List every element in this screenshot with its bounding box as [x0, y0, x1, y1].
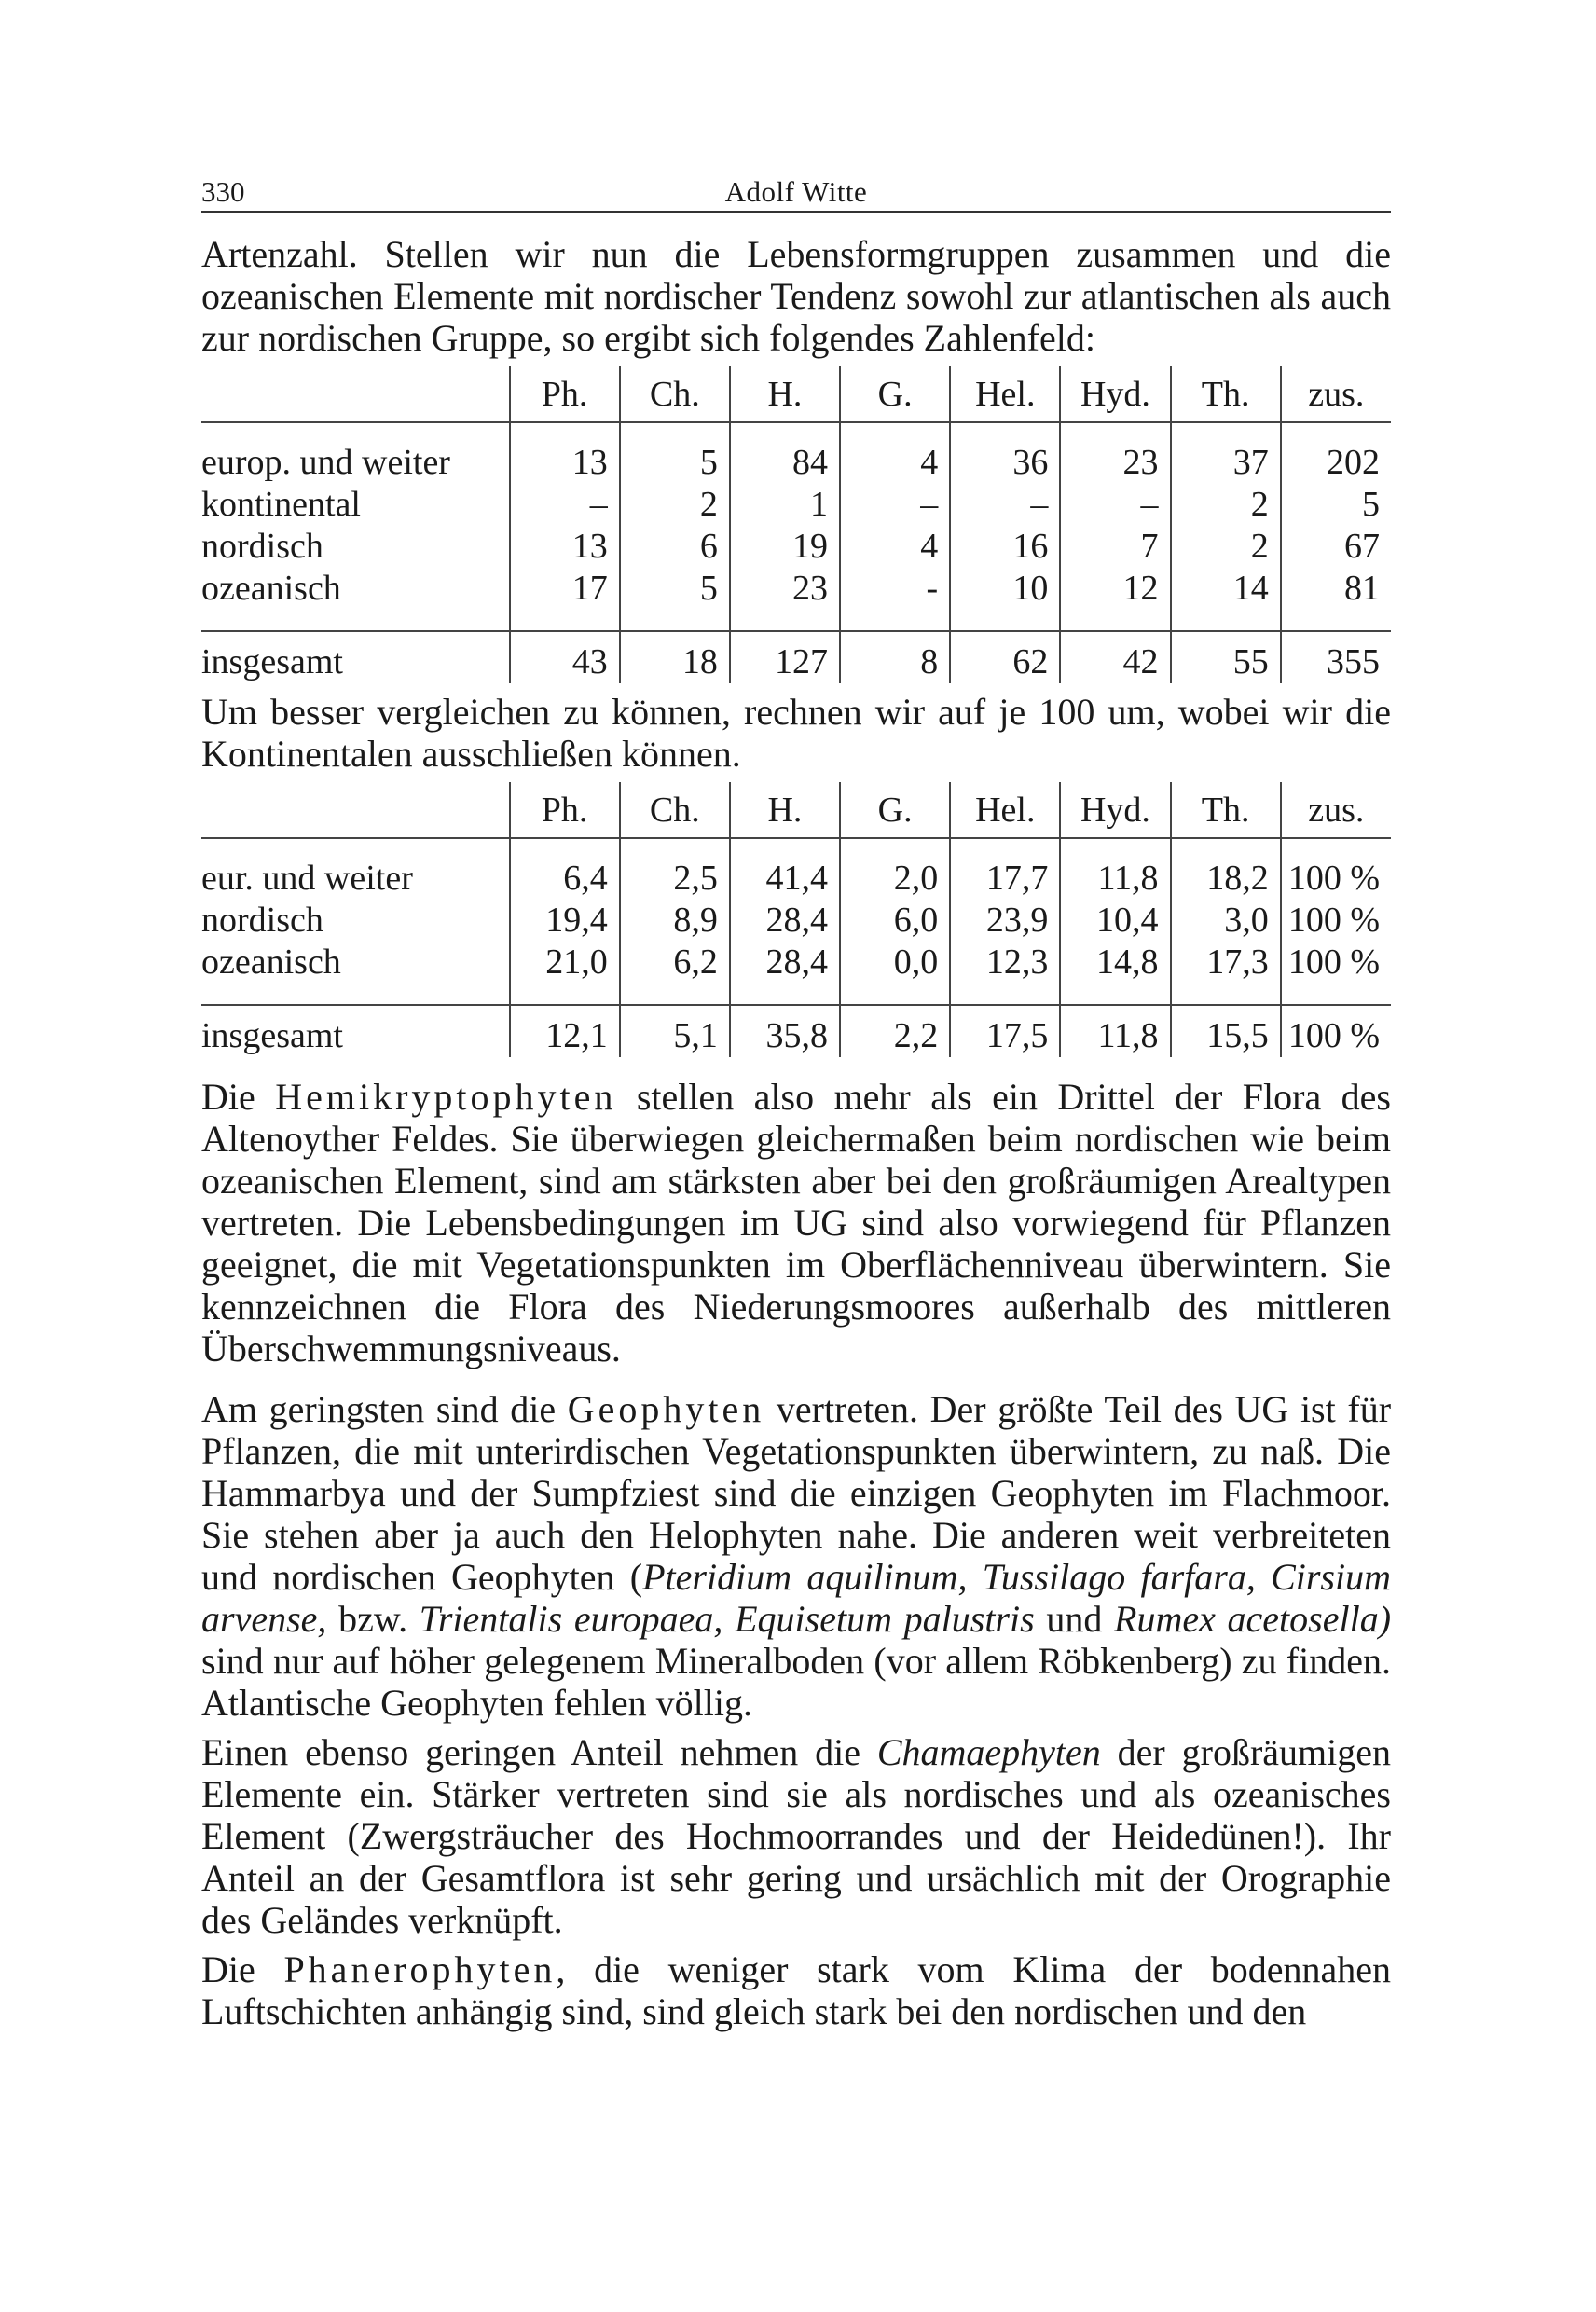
- table-cell: 202: [1281, 436, 1391, 484]
- rule-cell: [1171, 838, 1281, 852]
- total-cell: 17,5: [950, 1005, 1060, 1057]
- species-list-1: Pteridium aquilinum, Tussilago farfara, Cirsium arvense,: [201, 1556, 1391, 1640]
- table-cell: 3,0: [1171, 900, 1281, 942]
- total-cell: 127: [730, 631, 840, 683]
- column-header: Hel.: [950, 782, 1060, 838]
- row-label: ozeanisch: [201, 569, 341, 608]
- table-cell: 17,7: [950, 852, 1060, 900]
- row-label: ozeanisch: [201, 943, 341, 982]
- table-header-row: [201, 366, 1391, 422]
- table-cell: 1: [730, 484, 840, 526]
- table-cell: 16: [950, 526, 1060, 568]
- rule-cell: [620, 984, 730, 1005]
- table-cell: 19: [730, 526, 840, 568]
- rule-cell: [620, 838, 730, 852]
- column-header: Th.: [1171, 782, 1281, 838]
- rule-cell: [1281, 984, 1391, 1005]
- table-cell: 23: [730, 568, 840, 610]
- table-header-blank: [201, 366, 510, 422]
- rule-cell: [840, 838, 950, 852]
- column-header: H.: [730, 782, 840, 838]
- table-cell: 100 %: [1281, 900, 1391, 942]
- table-cell: 6: [620, 526, 730, 568]
- table-row: [201, 568, 1391, 610]
- table-row: [201, 484, 1391, 526]
- table-rule: [201, 422, 1391, 436]
- table-row: [201, 526, 1391, 568]
- page-header: [201, 173, 1391, 213]
- term-geophyten: Geophyten: [567, 1388, 765, 1430]
- rule-cell: [1171, 422, 1281, 436]
- rule-cell: [1060, 984, 1170, 1005]
- rule-cell: [201, 838, 510, 852]
- table-cell: 37: [1171, 436, 1281, 484]
- column-header: H.: [730, 366, 840, 422]
- table-cell: –: [950, 484, 1060, 526]
- rule-cell: [950, 422, 1060, 436]
- rule-cell: [620, 422, 730, 436]
- table-cell: 28,4: [730, 942, 840, 984]
- table-cell: 5: [620, 436, 730, 484]
- column-header: G.: [840, 782, 950, 838]
- table-cell: 13: [510, 526, 620, 568]
- row-label: eur. und weiter: [201, 859, 413, 898]
- table-row: [201, 852, 1391, 900]
- table-cell: 4: [840, 436, 950, 484]
- table-cell: 5: [1281, 484, 1391, 526]
- total-cell: 18: [620, 631, 730, 683]
- table-cell: 23,9: [950, 900, 1060, 942]
- table-cell: –: [510, 484, 620, 526]
- table-cell: 36: [950, 436, 1060, 484]
- rule-cell: [201, 984, 510, 1005]
- row-label: europ. und weiter: [201, 443, 450, 482]
- total-cell: 100 %: [1281, 1005, 1391, 1057]
- paragraph-normalize: Um besser vergleichen zu können, rechnen wir auf je 100 um, wobei wir die Kontinentalen ausschließen können.: [201, 691, 1391, 775]
- rule-cell: [950, 838, 1060, 852]
- total-cell: 15,5: [1171, 1005, 1281, 1057]
- table-cell: 2,0: [840, 852, 950, 900]
- rule-cell: [510, 984, 620, 1005]
- table-cell: 12,3: [950, 942, 1060, 984]
- table-rule: [201, 838, 1391, 852]
- term-chamaephyten: Chamaephyten: [876, 1731, 1101, 1773]
- page-number: 330: [201, 175, 245, 208]
- column-header: G.: [840, 366, 950, 422]
- table-cell: 18,2: [1171, 852, 1281, 900]
- table-rule: [201, 610, 1391, 631]
- column-header: Hyd.: [1060, 366, 1170, 422]
- table-header-blank: [201, 782, 510, 838]
- running-title: Adolf Witte: [724, 175, 868, 208]
- rule-cell: [620, 610, 730, 631]
- row-label: nordisch: [201, 901, 323, 940]
- table-life-forms-percent: [201, 782, 1391, 1057]
- table-cell: 81: [1281, 568, 1391, 610]
- rule-cell: [1060, 838, 1170, 852]
- paragraph-phanerophyten: Die Phanerophyten, die weniger stark vom Klima der bodennahen Luftschichten anhängig sind, sind gleich stark bei den nordischen und den: [201, 1948, 1391, 2032]
- species-list-2: Trientalis europaea, Equisetum palustris: [419, 1598, 1035, 1640]
- table-cell: 2: [1171, 526, 1281, 568]
- table-total-row: [201, 631, 1391, 683]
- table-cell: –: [840, 484, 950, 526]
- paragraph-chamaephyten: Einen ebenso geringen Anteil nehmen die Chamaephyten der großräumigen Elemente ein. Stärker vertreten sind sie als nordisches und als ozeanisches Element (Zwergsträucher des Hochmoorrandes und der Heidedünen!). Ihr Anteil an der Gesamtflora ist sehr gering und ursächlich mit der Orographie des Geländes verknüpft.: [201, 1731, 1391, 1941]
- table-cell: 4: [840, 526, 950, 568]
- rule-cell: [730, 610, 840, 631]
- total-cell: 43: [510, 631, 620, 683]
- table-cell: 7: [1060, 526, 1170, 568]
- table-cell: 2: [1171, 484, 1281, 526]
- table-cell: 14: [1171, 568, 1281, 610]
- table-life-forms-counts: [201, 366, 1391, 683]
- column-header: Ch.: [620, 366, 730, 422]
- rule-cell: [1171, 984, 1281, 1005]
- rule-cell: [1060, 422, 1170, 436]
- table-header-row: [201, 782, 1391, 838]
- table-total-row: [201, 1005, 1391, 1057]
- species-list-3: Rumex acetosella): [1114, 1598, 1392, 1640]
- table-cell: 6,0: [840, 900, 950, 942]
- rule-cell: [510, 610, 620, 631]
- total-cell: 5,1: [620, 1005, 730, 1057]
- column-header: Ph.: [510, 366, 620, 422]
- table-cell: 100 %: [1281, 852, 1391, 900]
- rule-cell: [510, 422, 620, 436]
- table-cell: 28,4: [730, 900, 840, 942]
- table-cell: 10: [950, 568, 1060, 610]
- total-cell: 12,1: [510, 1005, 620, 1057]
- table-cell: 2,5: [620, 852, 730, 900]
- table-rule: [201, 984, 1391, 1005]
- term-phanerophyten: Phanerophyten: [283, 1948, 557, 1990]
- table-cell: 17,3: [1171, 942, 1281, 984]
- table-cell: 41,4: [730, 852, 840, 900]
- term-hemikryptophyten: Hemikryptophyten: [275, 1076, 617, 1118]
- table-row: [201, 436, 1391, 484]
- table-cell: 8,9: [620, 900, 730, 942]
- page-body: [201, 233, 1391, 2032]
- rule-cell: [730, 422, 840, 436]
- rule-cell: [1281, 422, 1391, 436]
- table-cell: 13: [510, 436, 620, 484]
- rule-cell: [950, 610, 1060, 631]
- table-cell: 19,4: [510, 900, 620, 942]
- table-cell: 11,8: [1060, 852, 1170, 900]
- table-cell: 21,0: [510, 942, 620, 984]
- rule-cell: [840, 610, 950, 631]
- paragraph-hemikryptophyten: Die Hemikryptophyten stellen also mehr als ein Drittel der Flora des Altenoyther Feldes. Sie überwiegen gleichermaßen beim nordischen wie beim ozeanischen Element, sind am stärksten aber bei den großräumigen Arealtypen vertreten. Die Lebensbedingungen im UG sind also vorwiegend für Pflanzen geeignet, die mit Vegetationspunkten im Oberflächenniveau überwintern. Sie kennzeichnen die Flora des Niederungsmoores außerhalb des mittleren Überschwemmungsniveaus.: [201, 1076, 1391, 1369]
- total-cell: 355: [1281, 631, 1391, 683]
- total-cell: 8: [840, 631, 950, 683]
- table-cell: 14,8: [1060, 942, 1170, 984]
- table-cell: 67: [1281, 526, 1391, 568]
- table-cell: 12: [1060, 568, 1170, 610]
- column-header: zus.: [1281, 782, 1391, 838]
- column-header: Hel.: [950, 366, 1060, 422]
- total-cell: 62: [950, 631, 1060, 683]
- table-cell: -: [840, 568, 950, 610]
- total-cell: 35,8: [730, 1005, 840, 1057]
- total-cell: 2,2: [840, 1005, 950, 1057]
- total-cell: 42: [1060, 631, 1170, 683]
- total-label: insgesamt: [201, 1016, 343, 1055]
- column-header: zus.: [1281, 366, 1391, 422]
- column-header: Th.: [1171, 366, 1281, 422]
- rule-cell: [1171, 610, 1281, 631]
- table-cell: –: [1060, 484, 1170, 526]
- rule-cell: [730, 838, 840, 852]
- total-cell: 11,8: [1060, 1005, 1170, 1057]
- row-label: kontinental: [201, 485, 361, 524]
- table-cell: 6,2: [620, 942, 730, 984]
- table-cell: 5: [620, 568, 730, 610]
- rule-cell: [840, 984, 950, 1005]
- rule-cell: [950, 984, 1060, 1005]
- paragraph-geophyten: Am geringsten sind die Geophyten vertreten. Der größte Teil des UG ist für Pflanzen, die mit unterirdischen Vegetationspunkten überwintern, zu naß. Die Hammarbya und der Sumpfziest sind die einzigen Geophyten im Flachmoor. Sie stehen aber ja auch den Helophyten nahe. Die anderen weit verbreiteten und nordischen Geophyten (Pteridium aquilinum, Tussilago farfara, Cirsium arvense, bzw. Trientalis europaea, Equisetum palustris und Rumex acetosella) sind nur auf höher gelegenem Mineralboden (vor allem Röbkenberg) zu finden. Atlantische Geophyten fehlen völlig.: [201, 1388, 1392, 1724]
- table-cell: 2: [620, 484, 730, 526]
- rule-cell: [840, 422, 950, 436]
- table-cell: 23: [1060, 436, 1170, 484]
- rule-cell: [1281, 610, 1391, 631]
- rule-cell: [201, 422, 510, 436]
- total-label: insgesamt: [201, 642, 343, 681]
- table-row: [201, 942, 1391, 984]
- column-header: Ch.: [620, 782, 730, 838]
- table-cell: 6,4: [510, 852, 620, 900]
- rule-cell: [730, 984, 840, 1005]
- column-header: Hyd.: [1060, 782, 1170, 838]
- total-cell: 55: [1171, 631, 1281, 683]
- rule-cell: [1281, 838, 1391, 852]
- table-row: [201, 900, 1391, 942]
- table-cell: 84: [730, 436, 840, 484]
- rule-cell: [1060, 610, 1170, 631]
- rule-cell: [201, 610, 510, 631]
- table-cell: 100 %: [1281, 942, 1391, 984]
- table-cell: 17: [510, 568, 620, 610]
- row-label: nordisch: [201, 527, 323, 566]
- table-cell: 0,0: [840, 942, 950, 984]
- paragraph-intro: Artenzahl. Stellen wir nun die Lebensformgruppen zusammen und die ozeanischen Elemente mit nordischer Tendenz sowohl zur atlantischen als auch zur nordischen Gruppe, so ergibt sich folgendes Zahlenfeld:: [201, 233, 1391, 359]
- rule-cell: [510, 838, 620, 852]
- table-cell: 10,4: [1060, 900, 1170, 942]
- column-header: Ph.: [510, 782, 620, 838]
